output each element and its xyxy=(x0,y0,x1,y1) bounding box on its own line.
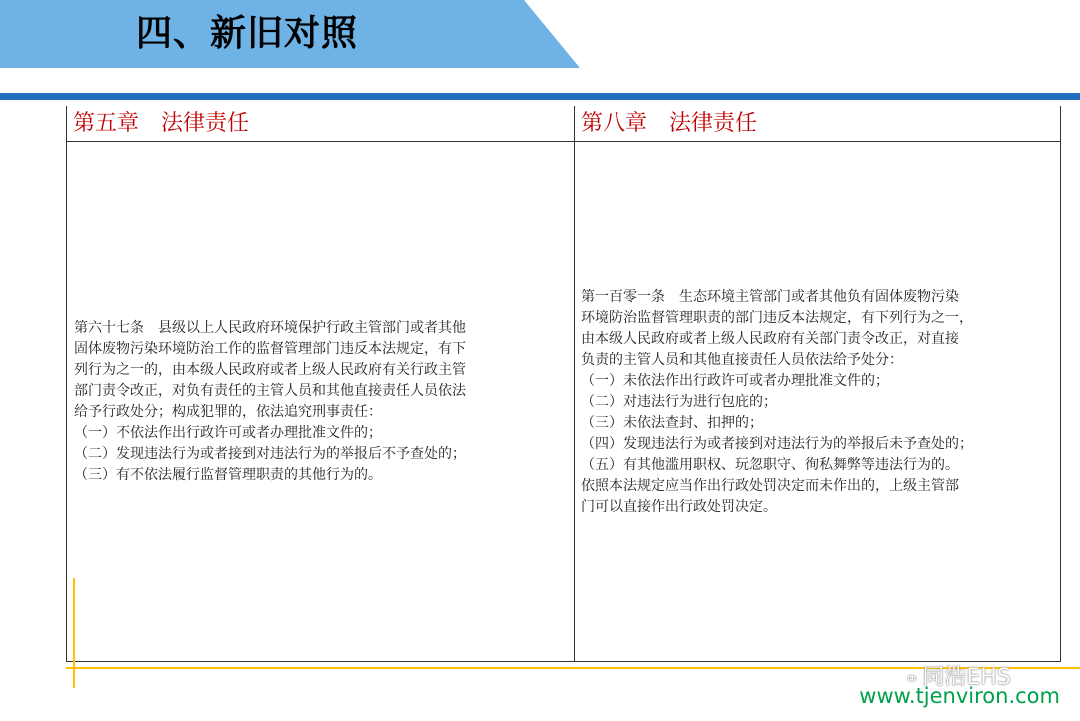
left-chapter-heading: 第五章 法律责任 xyxy=(73,111,250,136)
left-line: （二）发现违法行为或者接到对违法行为的举报后不予查处的； xyxy=(74,446,466,462)
right-line: 第一百零一条 生态环境主管部门或者其他负有固体废物污染 xyxy=(581,289,959,305)
footer-site-link[interactable]: www.tjenviron.com xyxy=(859,684,1060,708)
right-article-text xyxy=(581,287,1057,518)
wechat-icon: ⚭ xyxy=(905,669,919,688)
right-line: 由本级人民政府或者上级人民政府有关部门责令改正，对直接 xyxy=(581,331,959,347)
left-line: （三）有不依法履行监督管理职责的其他行为的。 xyxy=(74,467,382,483)
comparison-table xyxy=(66,106,1061,662)
right-line: （二）对违法行为进行包庇的； xyxy=(581,394,777,410)
left-line: （一）不依法作出行政许可或者办理批准文件的； xyxy=(74,425,382,441)
header-rule xyxy=(0,93,1080,100)
left-article-text xyxy=(74,318,570,486)
left-line: 固体废物污染环境防治工作的监督管理部门违反本法规定，有下 xyxy=(74,341,466,357)
left-line: 第六十七条 县级以上人民政府环境保护行政主管部门或者其他 xyxy=(74,320,466,336)
left-line: 给予行政处分；构成犯罪的，依法追究刑事责任： xyxy=(74,404,382,420)
right-line: （四）发现违法行为或者接到对违法行为的举报后未予查处的； xyxy=(581,436,973,452)
right-line: （三）未依法查封、扣押的； xyxy=(581,415,763,431)
right-line: （一）未依法作出行政许可或者办理批准文件的； xyxy=(581,373,889,389)
accent-vertical-line xyxy=(73,578,75,688)
right-line: 负责的主管人员和其他直接责任人员依法给予处分： xyxy=(581,352,903,368)
left-line: 列行为之一的，由本级人民政府或者上级人民政府有关行政主管 xyxy=(74,362,466,378)
right-line: （五）有其他滥用职权、玩忽职守、徇私舞弊等违法行为的。 xyxy=(581,457,959,473)
right-line: 环境防治监督管理职责的部门违反本法规定，有下列行为之一， xyxy=(581,310,973,326)
column-divider xyxy=(574,106,575,662)
right-line: 门可以直接作出行政处罚决定。 xyxy=(581,499,777,515)
right-chapter-heading: 第八章 法律责任 xyxy=(581,111,758,136)
right-line: 依照本法规定应当作出行政处罚决定而未作出的，上级主管部 xyxy=(581,478,959,494)
header-row-divider xyxy=(67,141,1060,142)
watermark-text: 同浩EHS xyxy=(922,665,1011,690)
page-title: 四、新旧对照 xyxy=(136,13,359,54)
left-line: 部门责令改正，对负有责任的主管人员和其他直接责任人员依法 xyxy=(74,383,466,399)
